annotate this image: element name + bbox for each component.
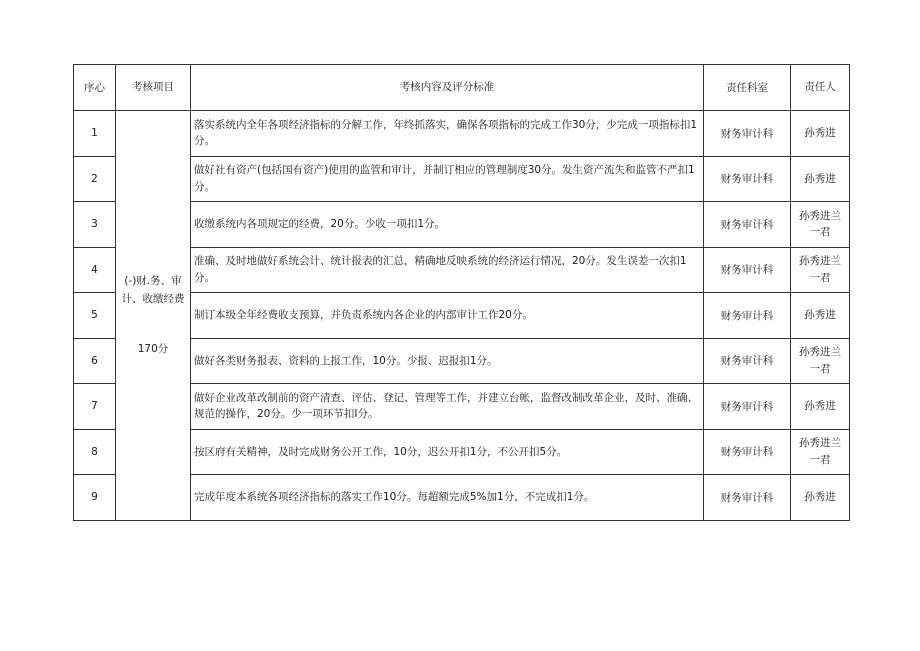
row-owner: 孙秀进 — [791, 111, 850, 157]
row-content: 收缴系统内各项规定的经费，20分。少收一项扣1分。 — [191, 202, 704, 248]
row-content: 做好各类财务报表、资料的上报工作，10分。少报、迟报扣1分。 — [191, 338, 704, 384]
header-content: 考核内容及评分标准 — [191, 65, 704, 111]
row-index: 8 — [74, 429, 116, 475]
row-content: 按区府有关精神，及时完成财务公开工作，10分，迟公开扣1分，不公开扣5分。 — [191, 429, 704, 475]
table-row — [74, 156, 850, 202]
table-row — [74, 338, 850, 384]
header-owner: 责任人 — [791, 65, 850, 111]
row-index: 3 — [74, 202, 116, 248]
row-owner: 孙秀进 — [791, 156, 850, 202]
row-content: 准确、及时地做好系统会计、统计报表的汇总，精确地反映系统的经济运行情况，20分。发生误差一次扣1分。 — [191, 247, 704, 293]
row-owner: 孙秀进 — [791, 475, 850, 521]
row-index: 2 — [74, 156, 116, 202]
header-index: 序心 — [74, 65, 116, 111]
row-dept: 财务审计科 — [704, 475, 791, 521]
table-row — [74, 475, 850, 521]
row-index: 9 — [74, 475, 116, 521]
table-row — [74, 111, 850, 157]
table-row — [74, 293, 850, 339]
row-dept: 财务审计科 — [704, 247, 791, 293]
header-row — [74, 65, 850, 111]
row-index: 5 — [74, 293, 116, 339]
category-cell — [116, 111, 191, 521]
table-row — [74, 247, 850, 293]
assessment-sheet — [73, 64, 850, 521]
row-owner: 孙秀进兰一君 — [791, 247, 850, 293]
table-row — [74, 429, 850, 475]
row-content: 落实系统内全年各项经济指标的分解工作，年终抓落实，确保各项指标的完成工作30分，少完成一项指标扣1分。 — [191, 111, 704, 157]
row-owner: 孙秀进兰一君 — [791, 202, 850, 248]
row-owner: 孙秀进兰一君 — [791, 429, 850, 475]
row-dept: 财务审计科 — [704, 156, 791, 202]
row-owner: 孙秀进 — [791, 384, 850, 430]
category-name: (-)财.务、审计、收缴经费 — [121, 274, 185, 306]
row-dept: 财务审计科 — [704, 384, 791, 430]
row-index: 4 — [74, 247, 116, 293]
row-dept: 财务审计科 — [704, 293, 791, 339]
row-dept: 财务审计科 — [704, 338, 791, 384]
row-content: 制订本级全年经费收支预算，并负责系统内各企业的内部审计工作20分。 — [191, 293, 704, 339]
row-index: 7 — [74, 384, 116, 430]
row-owner: 孙秀进兰一君 — [791, 338, 850, 384]
row-dept: 财务审计科 — [704, 111, 791, 157]
row-dept: 财务审计科 — [704, 429, 791, 475]
table-row — [74, 202, 850, 248]
assessment-table — [73, 64, 850, 521]
row-dept: 财务审计科 — [704, 202, 791, 248]
header-dept: 责任科室 — [704, 65, 791, 111]
row-index: 1 — [74, 111, 116, 157]
row-content: 完成年度本系统各项经济指标的落实工作10分。每超额完成5%加1分，不完成扣1分。 — [191, 475, 704, 521]
category-score: 170分 — [137, 343, 169, 356]
row-owner: 孙秀进 — [791, 293, 850, 339]
table-row — [74, 384, 850, 430]
row-content: 做好社有资产(包括国有资产)使用的监管和审计，并制订相应的管理制度30分。发生资产流失和监管不严扣1分。 — [191, 156, 704, 202]
row-index: 6 — [74, 338, 116, 384]
row-content: 做好企业改革改制前的资产清查、评估、登记、管理等工作，并建立台帐，监督改制改革企业，及时、准确、规范的操作，20分。少一项环节扣I分。 — [191, 384, 704, 430]
header-item: 考核项目 — [116, 65, 191, 111]
